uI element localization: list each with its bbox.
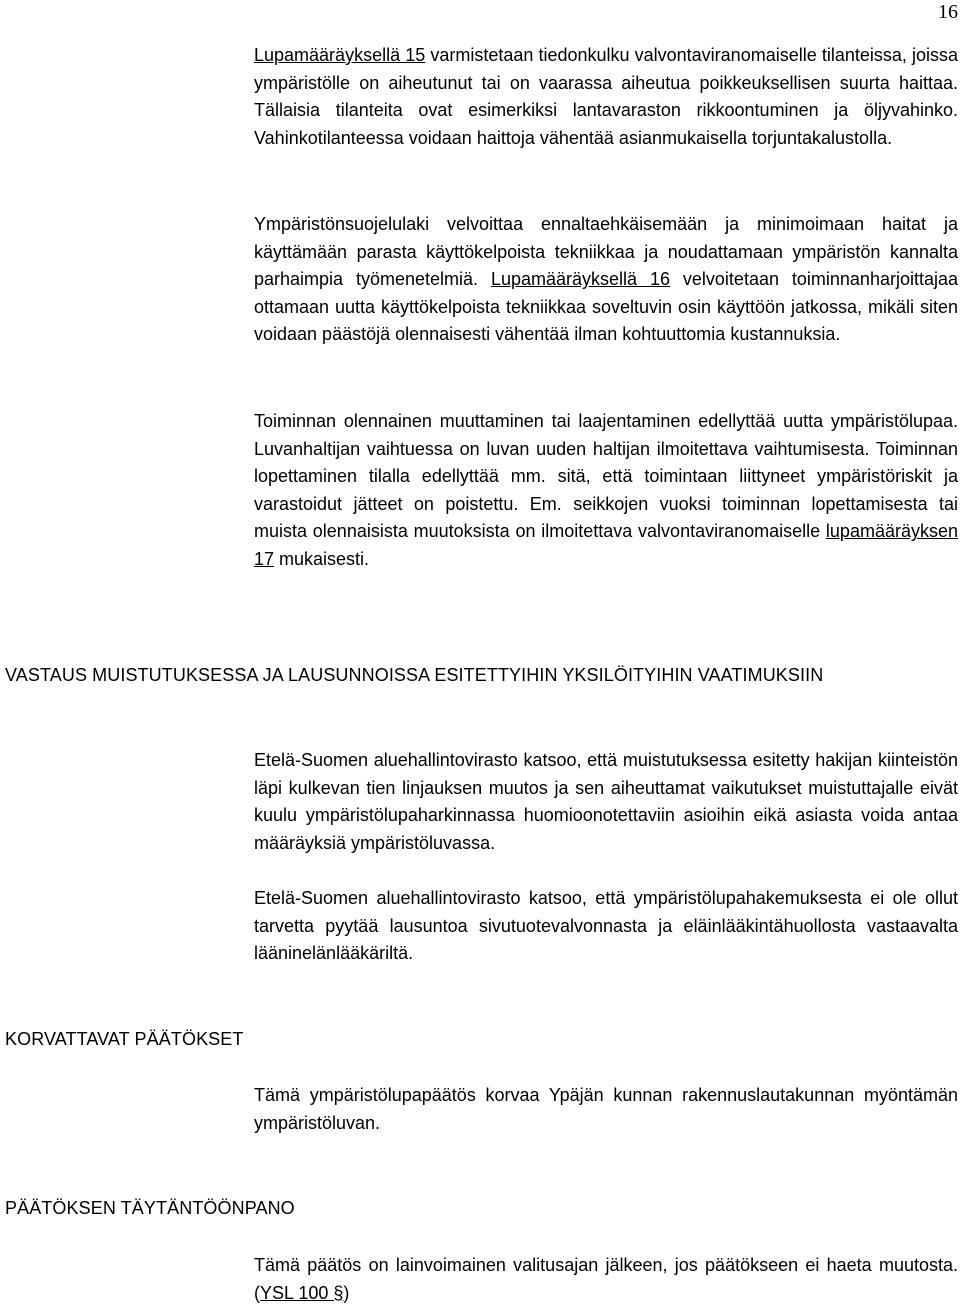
- page-number: 16: [938, 1, 958, 23]
- enforcement-paragraph-text-after: ): [343, 1282, 350, 1303]
- ysl-100-link[interactable]: YSL 100 §: [260, 1282, 344, 1303]
- response-paragraph-2: Etelä-Suomen aluehallintovirasto katsoo, että ympäristölupahakemuksesta ei ole ollut tarvetta pyytää lausuntoa sivutuotevalvonnasta ja eläinlääkintähuollosta vastaavalta lääninelänlääkäriltä.: [254, 888, 958, 964]
- enforcement-paragraph: [254, 1252, 958, 1307]
- regulation-16-link[interactable]: Lupamääräyksellä 16: [490, 269, 670, 290]
- intro-paragraph-2-text-after: velvoitetaan toiminnanharjoittajaa ottamaan uutta käyttökelpoista tekniikkaa soveltuvin osin käyttöön jatkossa, mikäli siten voidaan päästöjä olennaisesti vähentää ilman kohtuuttomia kustannuksia.: [254, 269, 958, 345]
- intro-paragraph-1: [254, 42, 958, 152]
- intro-paragraph-2-text-before: Ympäristönsuojelulaki velvoittaa ennaltaehkäisemään ja minimoimaan haitat ja käyttämään parasta käyttökelpoista tekniikkaa ja noudattamaan ympäristön kannalta parhaimpia työmenetelmiä.: [254, 214, 958, 290]
- intro-paragraph-2: [254, 211, 958, 349]
- regulation-15-link[interactable]: Lupamääräyksellä 15: [254, 45, 426, 65]
- replaced-decisions-heading: KORVATTAVAT PÄÄTÖKSET: [5, 1029, 244, 1049]
- enforcement-paragraph-text-before: Tämä päätös on lainvoimainen valitusajan jälkeen, jos päätökseen ei haeta muutosta. (: [254, 1255, 958, 1303]
- replaced-decisions-paragraph: Tämä ympäristölupapäätös korvaa Ypäjän kunnan rakennuslautakunnan myöntämän ympäristöluvan.: [254, 1085, 958, 1133]
- intro-paragraph-3-text-after: mukaisesti.: [274, 548, 370, 569]
- enforcement-heading: PÄÄTÖKSEN TÄYTÄNTÖÖNPANO: [5, 1198, 295, 1218]
- response-paragraph-1: Etelä-Suomen aluehallintovirasto katsoo, että muistutuksessa esitetty hakijan kiinteistön läpi kulkevan tien linjauksen muutos ja sen aiheuttamat vaikutukset muistuttajalle eivät kuulu ympäristölupaharkinnassa huomioonotettaviin asioihin eikä asiasta voida antaa määräyksiä ympäristöluvassa.: [254, 750, 958, 853]
- intro-paragraph-1-text: varmistetaan tiedonkulku valvontaviranomaiselle tilanteissa, joissa ympäristölle on aiheutunut tai on vaarassa aiheutua poikkeuksellisen suurta haittaa. Tällaisia tilanteita ovat esimerkiksi lantavaraston rikkoontuminen ja öljyvahinko. Vahinkotilanteessa voidaan haittoja vähentää asianmukaisella torjuntakalustolla.: [254, 45, 959, 148]
- intro-paragraph-3-text-before: Toiminnan olennainen muuttaminen tai laajentaminen edellyttää uutta ympäristölupaa. Luvanhaltijan vaihtuessa on luvan uuden haltijan ilmoitettava vaihtumisesta. Toiminnan lopettaminen tilalla edellyttää mm. sitä, että toimintaan liittyneet ympäristöriskit ja varastoidut jätteet on poistettu. Em. seikkojen vuoksi toiminnan lopettamisesta tai muista olennaisista muutoksista on ilmoitettava valvontaviranomaiselle: [254, 411, 958, 542]
- response-heading: VASTAUS MUISTUTUKSESSA JA LAUSUNNOISSA ESITETTYIHIN YKSILÖITYIHIN VAATIMUKSIIN: [5, 665, 824, 685]
- intro-paragraph-3: [254, 408, 958, 574]
- regulation-17-link[interactable]: lupamääräyksen 17: [254, 521, 958, 569]
